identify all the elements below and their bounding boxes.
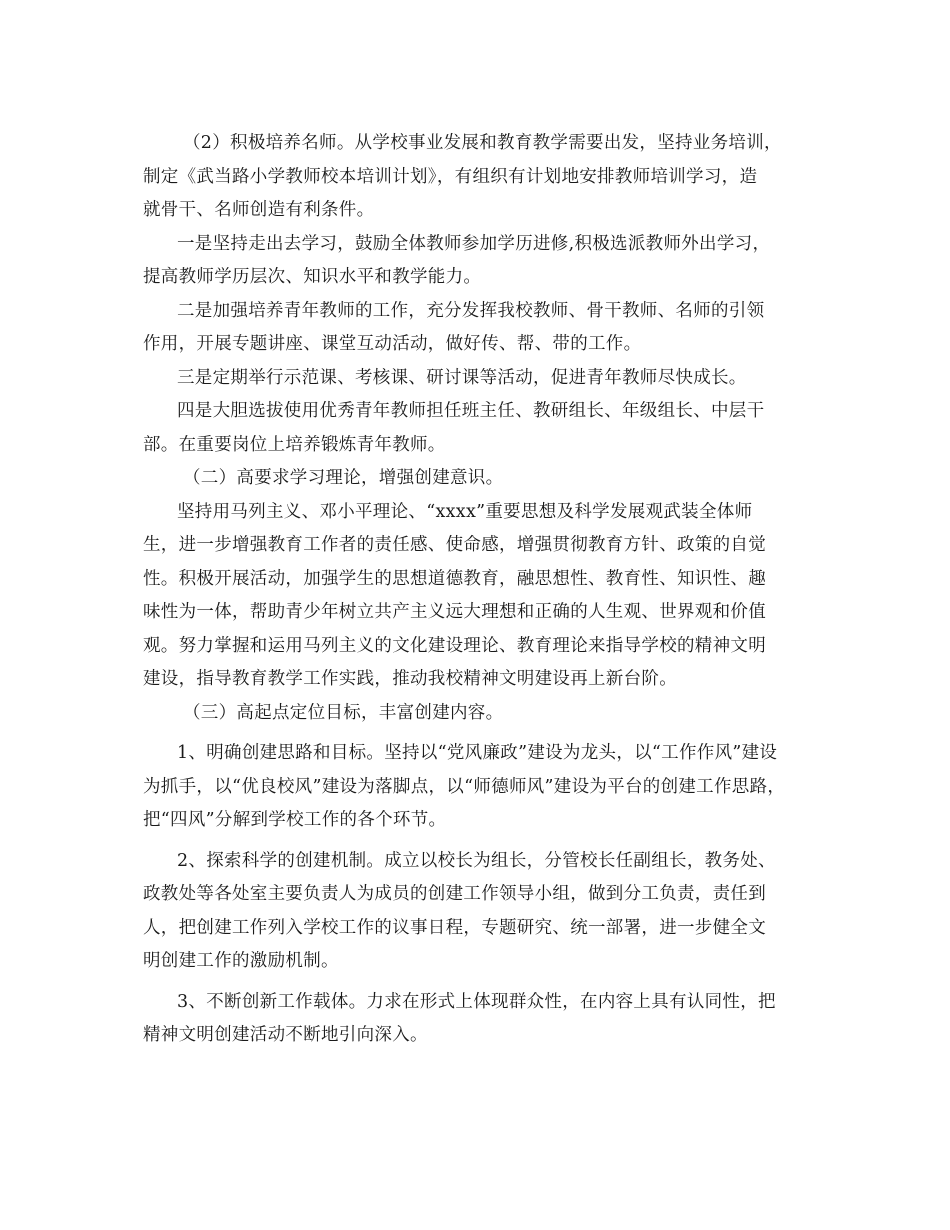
paragraph-line: 生，进一步增强教育工作者的责任感、使命感，增强贯彻教育方针、政策的自觉 bbox=[143, 535, 766, 555]
paragraph-line: 就骨干、名师创造有利条件。 bbox=[143, 200, 375, 220]
paragraph-line: 三是定期举行示范课、考核课、研讨课等活动，促进青年教师尽快成长。 bbox=[177, 367, 747, 388]
paragraph-line: 1、明确创建思路和目标。坚持以“党风廉政”建设为龙头，以“工作作风”建设 bbox=[177, 743, 778, 763]
paragraph-line: 为抓手，以“优良校风”建设为落脚点，以“师德师风”建设为平台的创建工作思路， bbox=[143, 776, 786, 797]
paragraph-line: 坚持用马列主义、邓小平理论、“xxxx”重要思想及科学发展观武装全体师 bbox=[177, 501, 753, 522]
paragraph-line: 明创建工作的激励机制。 bbox=[143, 951, 339, 971]
paragraph-line: 部。在重要岗位上培养锻炼青年教师。 bbox=[143, 434, 446, 455]
paragraph-line: 政教处等各处室主要负责人为成员的创建工作领导小组，做到分工负责，责任到 bbox=[143, 884, 766, 904]
paragraph-line: 精神文明创建活动不断地引向深入。 bbox=[143, 1025, 428, 1045]
paragraph-line: 制定《武当路小学教师校本培训计划》，有组织有计划地安排教师培训学习，造 bbox=[143, 166, 758, 187]
paragraph-line: 作用，开展专题讲座、课堂互动活动，做好传、帮、带的工作。 bbox=[143, 334, 642, 354]
paragraph-line: 建设，指导教育教学工作实践，推动我校精神文明建设再上新台阶。 bbox=[143, 669, 677, 689]
paragraph-line: 味性为一体，帮助青少年树立共产主义远大理想和正确的人生观、世界观和价值 bbox=[143, 602, 766, 622]
paragraph-line: 二是加强培养青年教师的工作，充分发挥我校教师、骨干教师、名师的引领 bbox=[177, 300, 765, 321]
paragraph-line: 观。努力掌握和运用马列主义的文化建设理论、教育理论来指导学校的精神文明 bbox=[143, 635, 766, 656]
section-heading: （三）高起点定位目标，丰富创建内容。 bbox=[183, 702, 504, 723]
paragraph-line: 一是坚持走出去学习，鼓励全体教师参加学历进修,积极选派教师外出学习， bbox=[177, 233, 771, 254]
section-heading: （二）高要求学习理论，增强创建意识。 bbox=[183, 468, 504, 488]
paragraph-line: 提高教师学历层次、知识水平和教学能力。 bbox=[143, 267, 482, 287]
document-body bbox=[143, 127, 808, 1053]
paragraph-line: 把“四风”分解到学校工作的各个环节。 bbox=[143, 810, 447, 830]
paragraph-line: （2）积极培养名师。从学校事业发展和教育教学需要出发，坚持业务培训， bbox=[183, 133, 782, 153]
paragraph-line: 2、探索科学的创建机制。成立以校长为组长，分管校长任副组长，教务处、 bbox=[177, 850, 776, 871]
paragraph-line: 3、不断创新工作载体。力求在形式上体现群众性，在内容上具有认同性，把 bbox=[177, 991, 776, 1012]
paragraph-line: 人，把创建工作列入学校工作的议事日程，专题研究、统一部署，进一步健全文 bbox=[143, 917, 766, 938]
paragraph-line: 性。积极开展活动，加强学生的思想道德教育，融思想性、教育性、知识性、趣 bbox=[143, 568, 766, 589]
paragraph-line: 四是大胆选拔使用优秀青年教师担任班主任、教研组长、年级组长、中层干 bbox=[177, 401, 765, 421]
